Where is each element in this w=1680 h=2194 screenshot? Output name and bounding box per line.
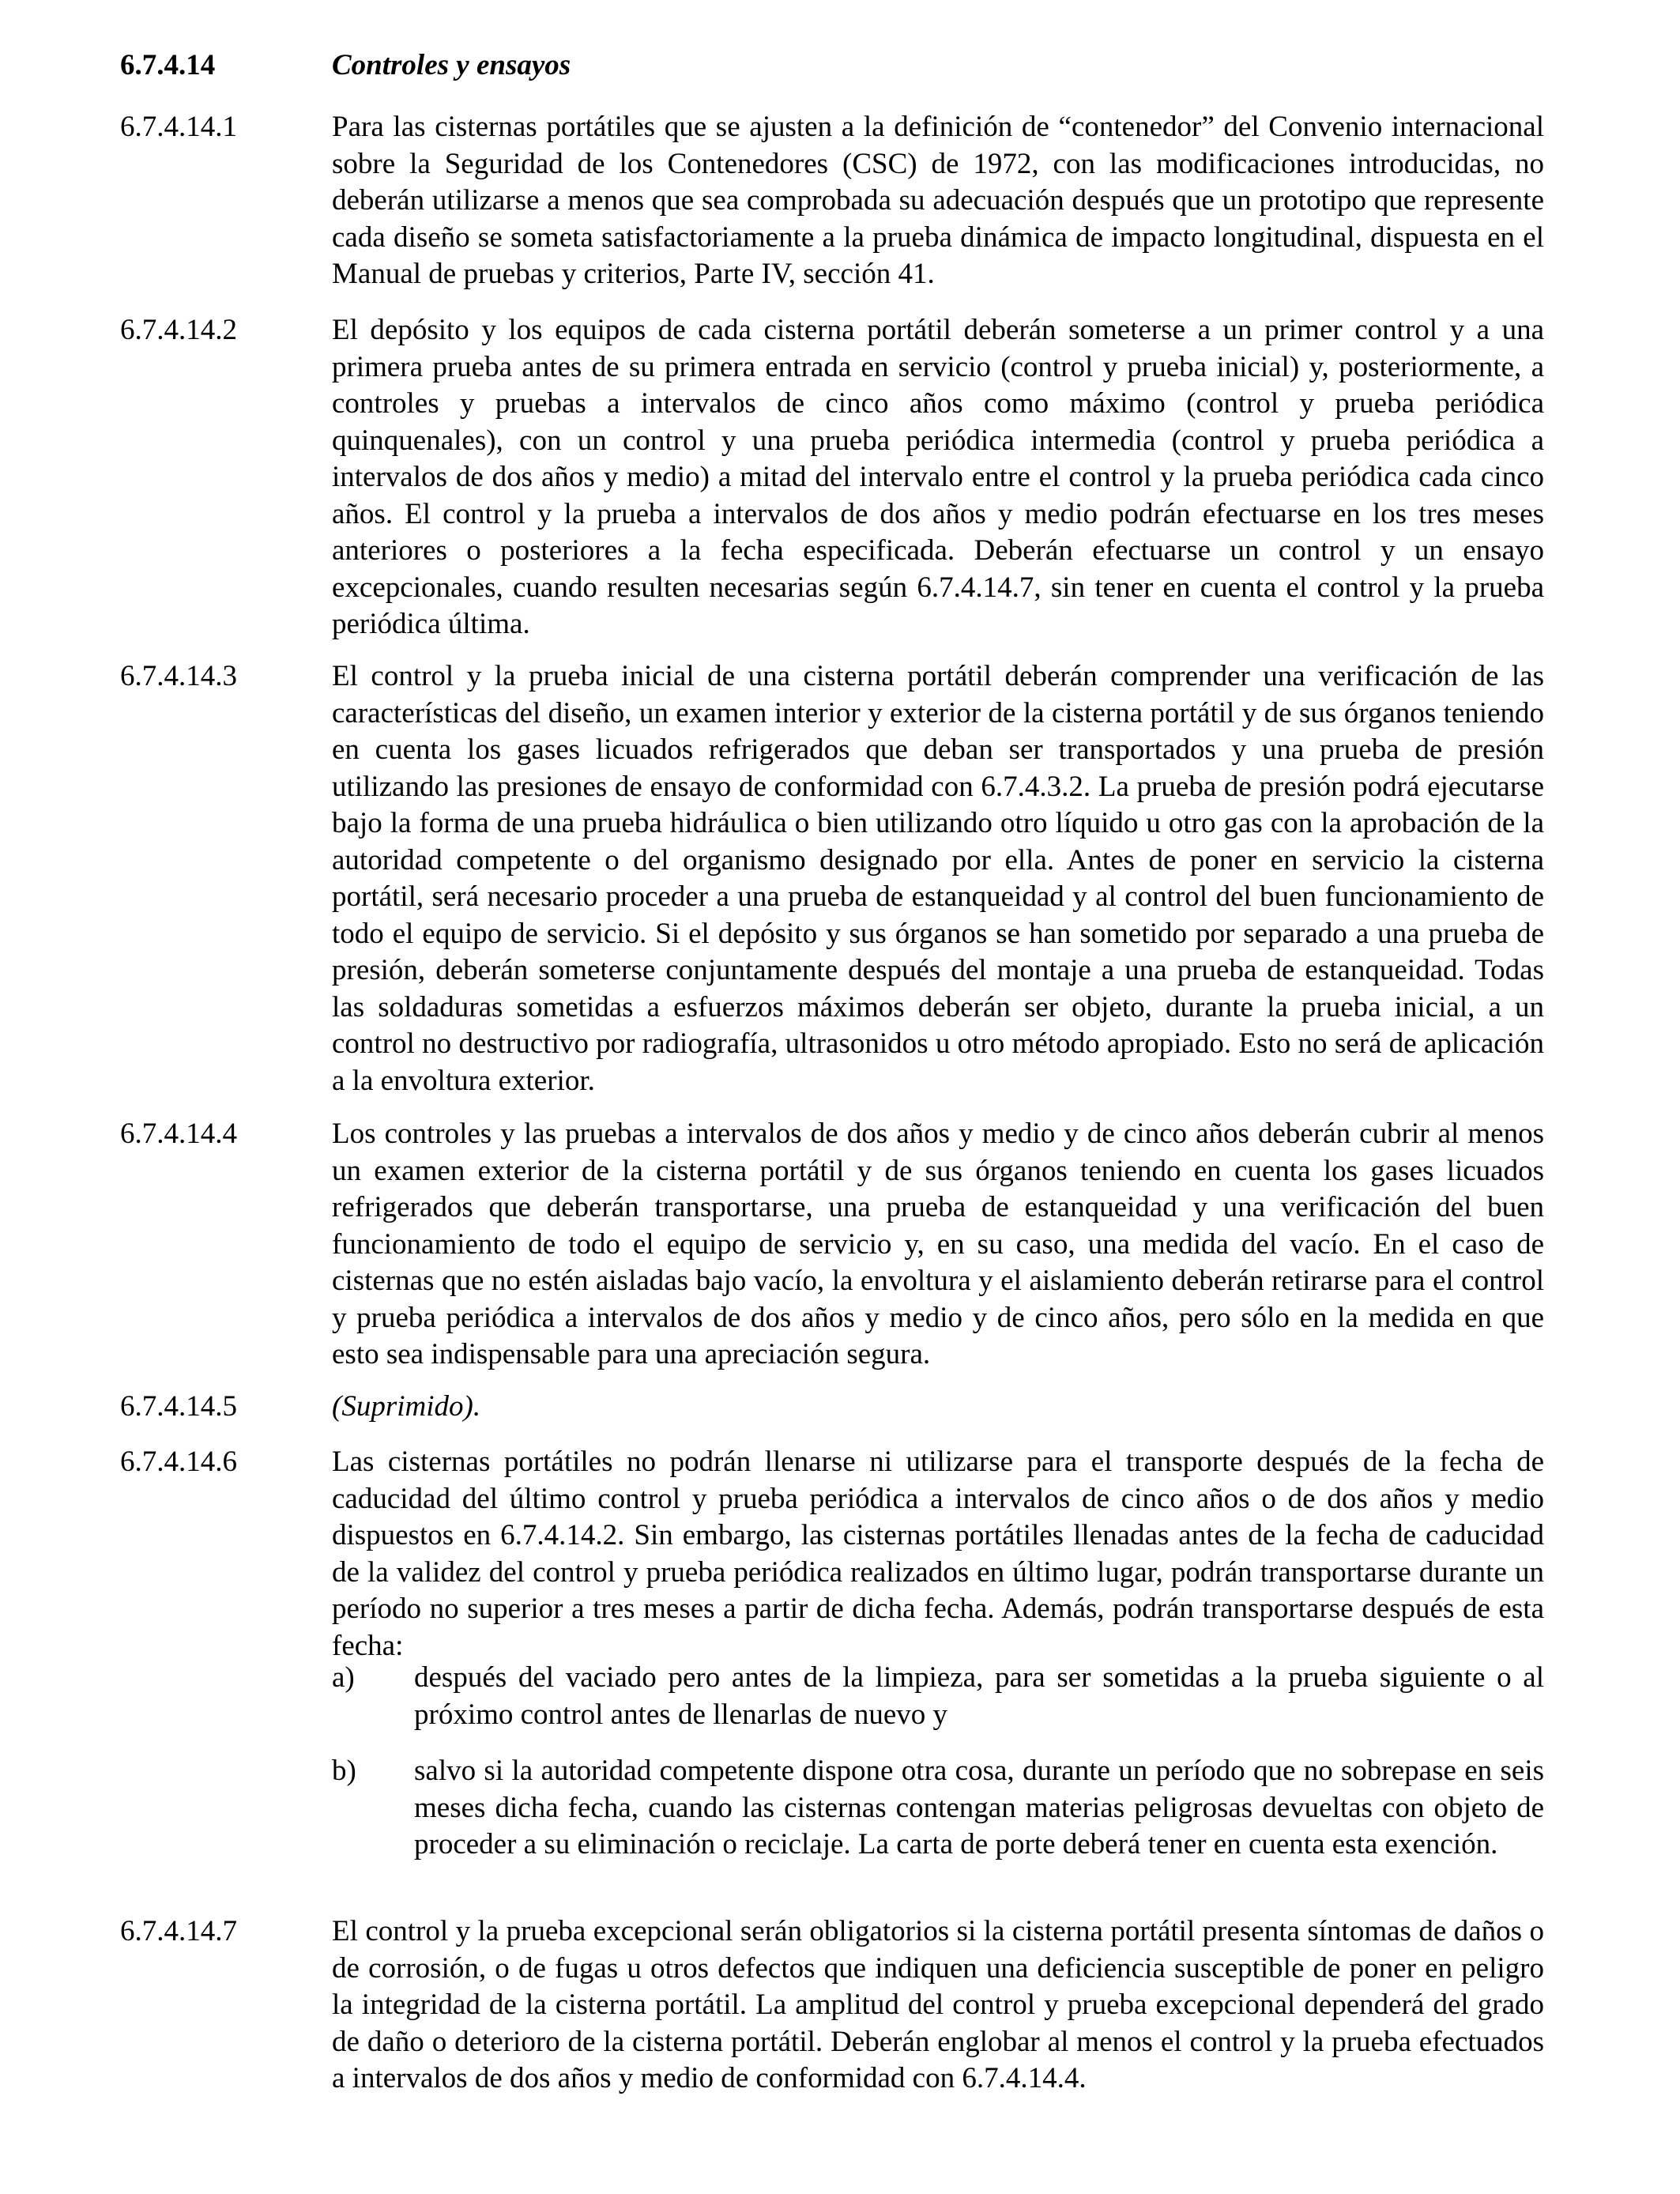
list-item-a — [332, 1660, 1544, 1733]
paragraph-6-7-4-14-5 — [120, 1389, 1544, 1426]
paragraph-number: 6.7.4.14.7 — [120, 1915, 237, 1947]
paragraph-number: 6.7.4.14.4 — [120, 1118, 237, 1150]
paragraph-6-7-4-14-3 — [120, 658, 1544, 1099]
paragraph-text: El control y la prueba inicial de una cisterna portátil deberán comprender una verificación de las características del diseño, un examen interior y exterior de la cisterna portátil y de sus órganos teniendo en cuenta los gases licuados refrigerados que deban ser transportados y una prueba de presión utilizando las presiones de ensayo de conformidad con 6.7.4.3.2. La prueba de presión podrá ejecutarse bajo la forma de una prueba hidráulica o bien utilizando otro líquido u otro gas con la aprobación de la autoridad competente o del organismo designado por ella. Antes de poner en servicio la cisterna portátil, será necesario proceder a una prueba de estanqueidad y al control del buen funcionamiento de todo el equipo de servicio. Si el depósito y sus órganos se han sometido por separado a una prueba de presión, deberán someterse conjuntamente después del montaje a una prueba de estanqueidad. Todas las soldaduras sometidas a esfuerzos máximos deberán ser objeto, durante la prueba inicial, a un control no destructivo por radiografía, ultrasonidos u otro método apropiado. Esto no será de aplicación a la envoltura exterior. — [332, 660, 1544, 1097]
paragraph-6-7-4-14-2 — [120, 312, 1544, 643]
section-number: 6.7.4.14 — [120, 49, 216, 81]
paragraph-text: El control y la prueba excepcional serán obligatorios si la cisterna portátil presenta síntomas de daños o de corrosión, o de fugas u otros defectos que indiquen una deficiencia susceptible de poner en peligro la integridad de la cisterna portátil. La amplitud del control y prueba excepcional dependerá del grado de daño o deterioro de la cisterna portátil. Deberán englobar al menos el control y la prueba efectuados a intervalos de dos años y medio de conformidad con 6.7.4.14.4. — [332, 1915, 1544, 2094]
list-item-text: salvo si la autoridad competente dispone otra cosa, durante un período que no sobrepase en seis meses dicha fecha, cuando las cisternas contengan materias peligrosas devueltas con objeto de proceder a su eliminación o reciclaje. La carta de porte deberá tener en cuenta esta exención. — [414, 1755, 1544, 1860]
paragraph-text: Los controles y las pruebas a intervalos de dos años y medio y de cinco años deberán cubrir al menos un examen exterior de la cisterna portátil y de sus órganos teniendo en cuenta los gases licuados refrigerados que deberán transportarse, una prueba de estanqueidad y una verificación del buen funcionamiento de todo el equipo de servicio y, en su caso, una medida del vacío. En el caso de cisternas que no estén aisladas bajo vacío, la envoltura y el aislamiento deberán retirarse para el control y prueba periódica a intervalos de dos años y medio y de cinco años, pero sólo en la medida en que esto sea indispensable para una apreciación segura. — [332, 1118, 1544, 1370]
list-item-letter: a) — [332, 1661, 355, 1694]
paragraph-6-7-4-14-6 — [120, 1444, 1544, 1664]
paragraph-number: 6.7.4.14.3 — [120, 660, 237, 692]
paragraph-text: El depósito y los equipos de cada cisterna portátil deberán someterse a un primer control y a una primera prueba antes de su primera entrada en servicio (control y prueba inicial) y, posteriormente, a controles y pruebas a intervalos de cinco años como máximo (control y prueba periódica quinquenales), con un control y una prueba periódica intermedia (control y prueba periódica a intervalos de dos años y medio) a mitad del intervalo entre el control y la prueba periódica cada cinco años. El control y la prueba a intervalos de dos años y medio podrán efectuarse en los tres meses anteriores o posteriores a la fecha especificada. Deberán efectuarse un control y un ensayo excepcionales, cuando resulten necesarias según 6.7.4.14.7, sin tener en cuenta el control y la prueba periódica última. — [332, 314, 1544, 640]
paragraph-number: 6.7.4.14.5 — [120, 1390, 237, 1423]
paragraph-number: 6.7.4.14.6 — [120, 1446, 237, 1478]
paragraph-text: Las cisternas portátiles no podrán llenarse ni utilizarse para el transporte después de la fecha de caducidad del último control y prueba periódica a intervalos de cinco años o de dos años y medio dispuestos en 6.7.4.14.2. Sin embargo, las cisternas portátiles llenadas antes de la fecha de caducidad de la validez del control y prueba periódica realizados en último lugar, podrán transportarse durante un período no superior a tres meses a partir de dicha fecha. Además, podrán transportarse después de esta fecha: — [332, 1446, 1544, 1662]
paragraph-6-7-4-14-7 — [120, 1913, 1544, 2098]
paragraph-6-7-4-14-4 — [120, 1116, 1544, 1374]
list-item-letter: b) — [332, 1755, 356, 1787]
paragraph-number: 6.7.4.14.1 — [120, 111, 237, 143]
section-title: Controles y ensayos — [332, 49, 571, 81]
paragraph-text: (Suprimido). — [332, 1390, 481, 1423]
paragraph-text: Para las cisternas portátiles que se ajusten a la definición de “contenedor” del Convenio internacional sobre la Seguridad de los Contenedores (CSC) de 1972, con las modificaciones introducidas, no deberán utilizarse a menos que sea comprobada su adecuación después que un prototipo que represente cada diseño se someta satisfactoriamente a la prueba dinámica de impacto longitudinal, dispuesta en el Manual de pruebas y criterios, Parte IV, sección 41. — [332, 111, 1544, 290]
paragraph-6-7-4-14-1 — [120, 109, 1544, 293]
list-item-b — [332, 1753, 1544, 1864]
list-item-text: después del vaciado pero antes de la limpieza, para ser sometidas a la prueba siguiente o al próximo control antes de llenarlas de nuevo y — [414, 1661, 1544, 1731]
paragraph-number: 6.7.4.14.2 — [120, 314, 237, 346]
